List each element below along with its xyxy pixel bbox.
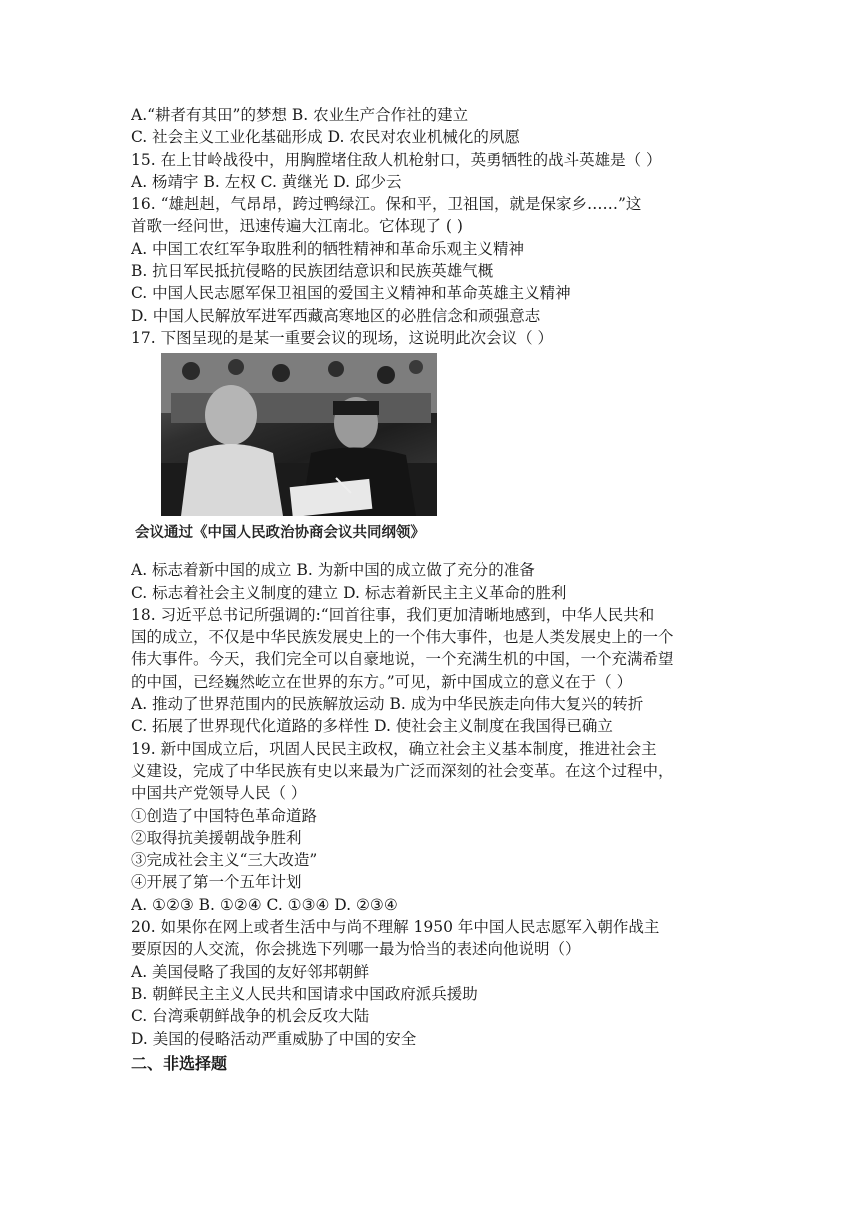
photo-caption: 会议通过《中国人民政治协商会议共同纲领》 [135,525,425,542]
text-line: A. 杨靖宇 B. 左权 C. 黄继光 D. 邱少云 [131,172,402,191]
text-line: 国的成立，不仅是中华民族发展史上的一个伟大事件，也是人类发展史上的一个 [131,628,674,647]
text-line: D. 中国人民解放军进军西藏高寒地区的必胜信念和顽强意志 [131,306,541,325]
meeting-photo-figure [131,353,741,559]
text-line: D. 美国的侵略活动严重威胁了中国的安全 [131,1029,417,1048]
text-line: B. 抗日军民抵抗侵略的民族团结意识和民族英雄气概 [131,262,494,281]
text-line: A.“耕者有其田”的梦想 B. 农业生产合作社的建立 [131,106,469,124]
text-line: ③完成社会主义“三大改造” [131,851,318,870]
meeting-photo [161,353,437,516]
text-line: 15. 在上甘岭战役中，用胸膛堵住敌人机枪射口，英勇牺牲的战斗英雄是（ ） [131,150,662,169]
text-line: C. 社会主义工业化基础形成 D. 农民对农业机械化的夙愿 [131,128,520,147]
text-line: B. 朝鲜民主主义人民共和国请求中国政府派兵援助 [131,984,478,1003]
questions-14-17 [131,104,741,349]
text-line: 伟大事件。今天，我们完全可以自豪地说，一个充满生机的中国，一个充满希望 [131,650,674,669]
question-content [131,104,741,1076]
text-line: 16. “雄赳赳，气昂昂，跨过鸭绿江。保和平，卫祖国，就是保家乡……”这 [131,195,642,214]
text-line: A. 中国工农红军争取胜利的牺牲精神和革命乐观主义精神 [131,239,525,258]
questions-17-20 [131,559,741,1050]
text-line: A. ①②③ B. ①②④ C. ①③④ D. ②③④ [131,895,398,914]
text-line: A. 推动了世界范围内的民族解放运动 B. 成为中华民族走向伟大复兴的转折 [131,695,644,714]
text-line: ②取得抗美援朝战争胜利 [131,828,302,847]
text-line: 17. 下图呈现的是某一重要会议的现场，这说明此次会议（ ） [131,328,554,347]
text-line: A. 美国侵略了我国的友好邻邦朝鲜 [131,962,370,981]
text-line: 首歌一经问世，迅速传遍大江南北。它体现了 ( ) [131,217,463,236]
text-line: ①创造了中国特色革命道路 [131,806,318,825]
text-line: C. 标志着社会主义制度的建立 D. 标志着新民主主义革命的胜利 [131,583,567,602]
text-line: A. 标志着新中国的成立 B. 为新中国的成立做了充分的准备 [131,561,535,580]
section-heading: 二、非选择题 [131,1053,228,1073]
text-line: 的中国，已经巍然屹立在世界的东方。”可见，新中国成立的意义在于（ ） [131,672,633,691]
text-line: 义建设，完成了中华民族有史以来最为广泛而深刻的社会变革。在这个过程中， [131,761,674,780]
text-line: C. 拓展了世界现代化道路的多样性 D. 使社会主义制度在我国得已确立 [131,717,613,736]
text-line: C. 中国人民志愿军保卫祖国的爱国主义精神和革命英雄主义精神 [131,284,571,303]
text-line: 中国共产党领导人民（ ） [131,784,307,803]
text-line: ④开展了第一个五年计划 [131,873,302,892]
text-line: 18. 习近平总书记所强调的:“回首往事，我们更加清晰地感到，中华人民共和 [131,605,655,624]
text-line: C. 台湾乘朝鲜战争的机会反攻大陆 [131,1007,370,1026]
text-line: 19. 新中国成立后，巩固人民民主政权，确立社会主义基本制度，推进社会主 [131,739,657,758]
text-line: 20. 如果你在网上或者生活中与尚不理解 1950 年中国人民志愿军入朝作战主 [131,918,660,937]
text-line: 要原因的人交流，你会挑选下列哪一最为恰当的表述向他说明（） [131,940,581,959]
